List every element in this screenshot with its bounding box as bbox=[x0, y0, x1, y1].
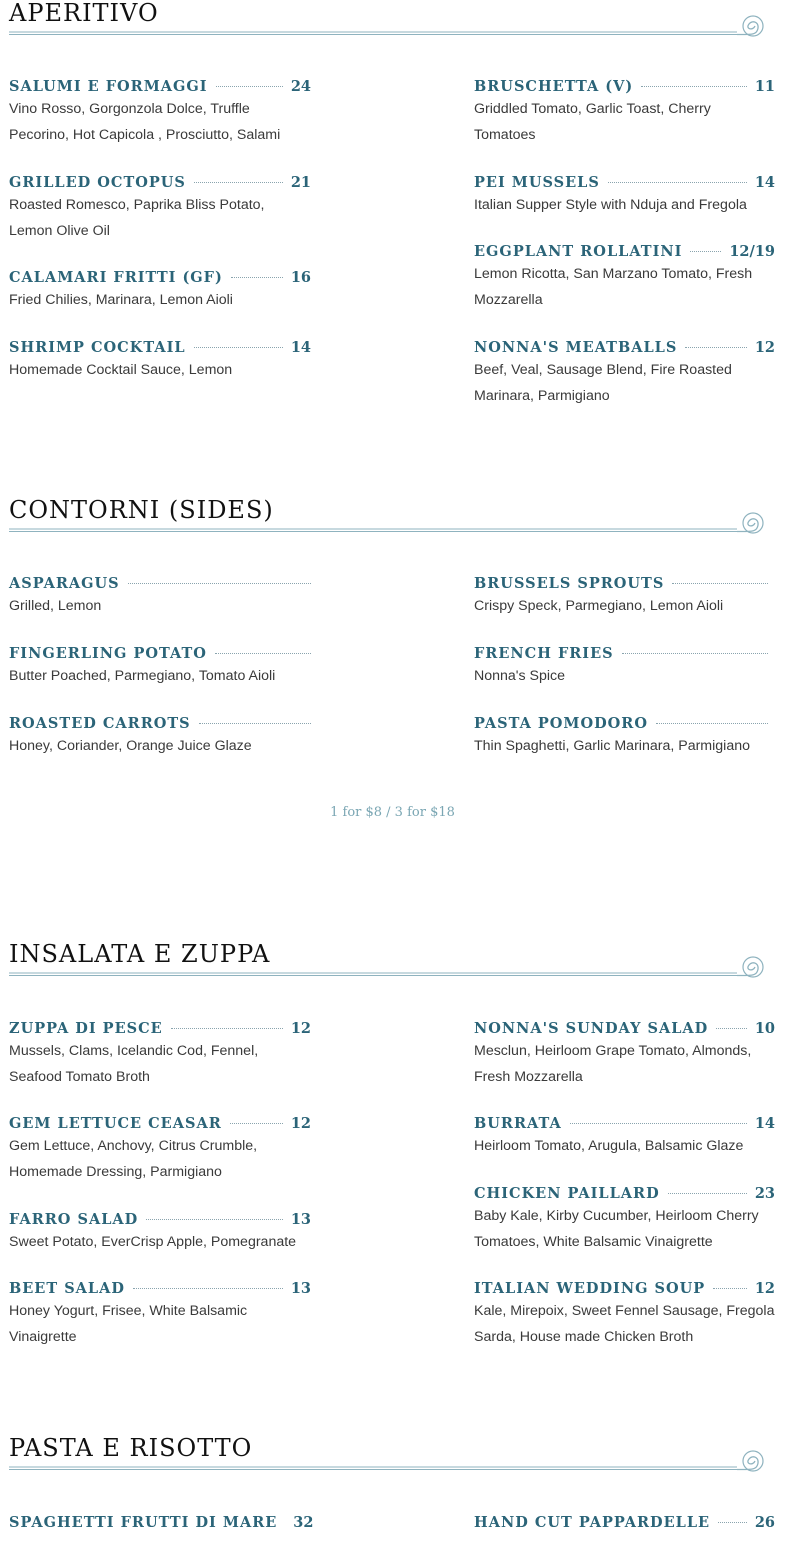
section-title-aperitivo: APERITIVO bbox=[9, 0, 159, 27]
menu-item bbox=[474, 174, 775, 218]
item-price: 12 bbox=[290, 1115, 311, 1132]
item-name: NONNA'S MEATBALLS bbox=[474, 339, 678, 356]
leader-dots bbox=[672, 583, 768, 584]
item-price: 16 bbox=[290, 269, 311, 286]
item-price: 21 bbox=[290, 174, 311, 191]
section-divider bbox=[9, 512, 767, 536]
leader-dots bbox=[199, 723, 311, 724]
section-title-pasta: PASTA E RISOTTO bbox=[9, 1434, 253, 1462]
item-description: Grilled, Lemon bbox=[9, 598, 102, 614]
leader-dots bbox=[656, 723, 768, 724]
leader-dots bbox=[690, 251, 721, 252]
menu-item bbox=[9, 575, 311, 619]
leader-dots bbox=[128, 583, 311, 584]
menu-item bbox=[474, 339, 775, 409]
leader-dots bbox=[622, 653, 768, 654]
item-description: Lemon Ricotta, San Marzano Tomato, Fresh Mozzarella bbox=[474, 266, 753, 308]
sides-pricing-note: 1 for $8 / 3 for $18 bbox=[330, 805, 455, 820]
item-price: 14 bbox=[754, 1115, 775, 1132]
item-name: GEM LETTUCE CEASAR bbox=[9, 1115, 222, 1132]
item-price: 32 bbox=[293, 1514, 314, 1531]
menu-item bbox=[474, 243, 775, 313]
item-description: Roasted Romesco, Paprika Bliss Potato, Lemon Olive Oil bbox=[9, 197, 265, 239]
leader-dots bbox=[668, 1193, 747, 1194]
item-price: 13 bbox=[290, 1211, 311, 1228]
item-description: Butter Poached, Parmegiano, Tomato Aioli bbox=[9, 668, 276, 684]
item-description: Crispy Speck, Parmegiano, Lemon Aioli bbox=[474, 598, 724, 614]
menu-item bbox=[9, 339, 311, 383]
item-name: CHICKEN PAILLARD bbox=[474, 1185, 660, 1202]
item-name: ROASTED CARROTS bbox=[9, 715, 191, 732]
menu-item bbox=[9, 78, 311, 148]
menu-item bbox=[9, 715, 311, 759]
item-description: Nonna's Spice bbox=[474, 668, 566, 684]
section-divider bbox=[9, 15, 767, 39]
item-description: Mesclun, Heirloom Grape Tomato, Almonds, Fresh Mozzarella bbox=[474, 1043, 752, 1085]
menu-item bbox=[9, 269, 311, 313]
menu-item bbox=[9, 1280, 311, 1350]
item-name: ASPARAGUS bbox=[9, 575, 120, 592]
menu-item bbox=[474, 1185, 775, 1255]
leader-dots bbox=[718, 1522, 747, 1523]
item-name: PASTA POMODORO bbox=[474, 715, 648, 732]
item-description: Thin Spaghetti, Garlic Marinara, Parmigiano bbox=[474, 738, 750, 754]
menu-item bbox=[474, 78, 775, 148]
item-price: 14 bbox=[290, 339, 311, 356]
item-price: 12 bbox=[290, 1020, 311, 1037]
item-description: Fried Chilies, Marinara, Lemon Aioli bbox=[9, 292, 233, 308]
item-name: GRILLED OCTOPUS bbox=[9, 174, 186, 191]
leader-dots bbox=[716, 1028, 747, 1029]
item-name: ITALIAN WEDDING SOUP bbox=[474, 1280, 706, 1297]
item-price: 26 bbox=[754, 1514, 775, 1531]
leader-dots bbox=[194, 182, 283, 183]
menu-item bbox=[9, 1514, 314, 1534]
item-price: 24 bbox=[290, 78, 311, 95]
item-price: 12/19 bbox=[729, 243, 775, 260]
item-name: CALAMARI FRITTI (GF) bbox=[9, 269, 223, 286]
leader-dots bbox=[685, 347, 746, 348]
item-name: BEET SALAD bbox=[9, 1280, 125, 1297]
menu-item bbox=[474, 1020, 775, 1090]
item-description: Italian Supper Style with Nduja and Fregola bbox=[474, 197, 747, 213]
menu-item bbox=[474, 1280, 775, 1350]
item-name: NONNA'S SUNDAY SALAD bbox=[474, 1020, 709, 1037]
item-name: PEI MUSSELS bbox=[474, 174, 600, 191]
menu-item bbox=[474, 645, 768, 689]
item-price: 12 bbox=[754, 339, 775, 356]
menu-item bbox=[9, 1020, 311, 1090]
leader-dots bbox=[215, 653, 311, 654]
item-name: FRENCH FRIES bbox=[474, 645, 614, 662]
item-price: 10 bbox=[754, 1020, 775, 1037]
section-title-insalata: INSALATA E ZUPPA bbox=[9, 940, 271, 968]
leader-dots bbox=[570, 1123, 747, 1124]
menu-item bbox=[474, 715, 768, 759]
item-name: ZUPPA DI PESCE bbox=[9, 1020, 163, 1037]
item-description: Kale, Mirepoix, Sweet Fennel Sausage, Fregola Sarda, House made Chicken Broth bbox=[474, 1303, 775, 1345]
item-description: Heirloom Tomato, Arugula, Balsamic Glaze bbox=[474, 1138, 744, 1154]
section-divider bbox=[9, 1450, 767, 1474]
leader-dots bbox=[230, 1123, 283, 1124]
menu-item bbox=[474, 1514, 775, 1534]
item-name: SPAGHETTI FRUTTI DI MARE bbox=[9, 1514, 278, 1531]
menu-item bbox=[474, 1115, 775, 1159]
menu-item bbox=[474, 575, 768, 619]
item-name: BRUSSELS SPROUTS bbox=[474, 575, 665, 592]
item-name: BURRATA bbox=[474, 1115, 562, 1132]
leader-dots bbox=[231, 277, 283, 278]
item-description: Honey, Coriander, Orange Juice Glaze bbox=[9, 738, 252, 754]
leader-dots bbox=[146, 1219, 283, 1220]
leader-dots bbox=[194, 347, 283, 348]
item-description: Beef, Veal, Sausage Blend, Fire Roasted Marinara, Parmigiano bbox=[474, 362, 732, 404]
item-description: Sweet Potato, EverCrisp Apple, Pomegranate bbox=[9, 1234, 297, 1250]
menu-item bbox=[9, 174, 311, 244]
item-name: FINGERLING POTATO bbox=[9, 645, 207, 662]
item-name: FARRO SALAD bbox=[9, 1211, 139, 1228]
item-name: BRUSCHETTA (V) bbox=[474, 78, 634, 95]
menu-item bbox=[9, 1211, 311, 1255]
item-name: HAND CUT PAPPARDELLE bbox=[474, 1514, 711, 1531]
menu-item bbox=[9, 645, 311, 689]
section-divider bbox=[9, 956, 767, 980]
leader-dots bbox=[641, 86, 747, 87]
item-description: Vino Rosso, Gorgonzola Dolce, Truffle Pecorino, Hot Capicola , Prosciutto, Salami bbox=[9, 101, 281, 143]
leader-dots bbox=[608, 182, 747, 183]
item-price: 11 bbox=[754, 78, 775, 95]
item-description: Griddled Tomato, Garlic Toast, Cherry Tomatoes bbox=[474, 101, 711, 143]
item-price: 12 bbox=[754, 1280, 775, 1297]
item-description: Homemade Cocktail Sauce, Lemon bbox=[9, 362, 233, 378]
item-name: SALUMI E FORMAGGI bbox=[9, 78, 208, 95]
item-price: 14 bbox=[754, 174, 775, 191]
leader-dots bbox=[216, 86, 283, 87]
item-name: EGGPLANT ROLLATINI bbox=[474, 243, 683, 260]
item-description: Mussels, Clams, Icelandic Cod, Fennel, Seafood Tomato Broth bbox=[9, 1043, 259, 1085]
item-name: SHRIMP COCKTAIL bbox=[9, 339, 186, 356]
item-description: Baby Kale, Kirby Cucumber, Heirloom Cherry Tomatoes, White Balsamic Vinaigrette bbox=[474, 1208, 759, 1250]
leader-dots bbox=[133, 1288, 283, 1289]
item-description: Honey Yogurt, Frisee, White Balsamic Vinaigrette bbox=[9, 1303, 248, 1345]
section-title-contorni: CONTORNI (SIDES) bbox=[9, 496, 274, 524]
leader-dots bbox=[713, 1288, 747, 1289]
menu-item bbox=[9, 1115, 311, 1185]
item-description: Gem Lettuce, Anchovy, Citrus Crumble, Homemade Dressing, Parmigiano bbox=[9, 1138, 258, 1180]
item-price: 13 bbox=[290, 1280, 311, 1297]
item-price: 23 bbox=[754, 1185, 775, 1202]
leader-dots bbox=[171, 1028, 283, 1029]
